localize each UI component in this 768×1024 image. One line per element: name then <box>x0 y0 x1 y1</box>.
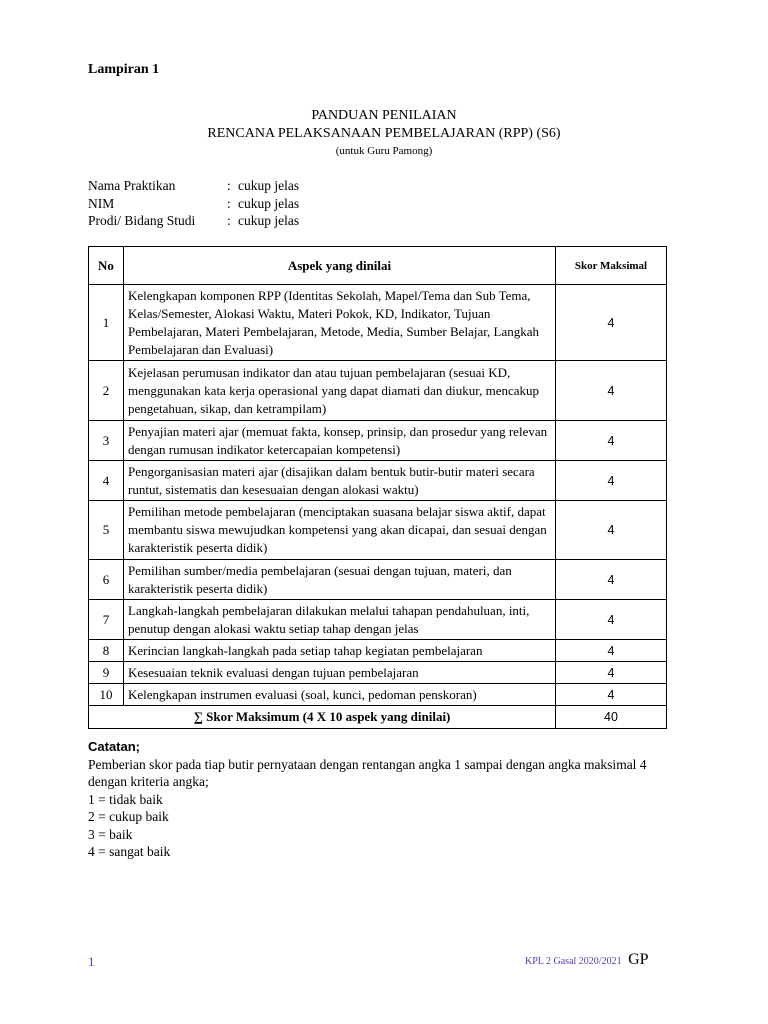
identity-value: cukup jelas <box>238 178 300 193</box>
identity-label: NIM <box>88 195 115 211</box>
row-aspek: Pemilihan metode pembelajaran (menciptakan suasana belajar siswa aktif, dapat membantu siswa mewujudkan kompetensi yang akan dicapai, dan sesuai dengan karakteristik peserta didik) <box>124 501 556 560</box>
document-audience: (untuk Guru Pamong) <box>335 145 433 157</box>
page-number: 1 <box>88 954 95 969</box>
row-aspek: Penyajian materi ajar (memuat fakta, konsep, prinsip, dan prosedur yang relevan dengan rumusan indikator ketercapaian kompetensi) <box>124 421 556 461</box>
row-aspek: Langkah-langkah pembelajaran dilakukan melalui tahapan pendahuluan, inti, penutup dengan alokasi waktu setiap tahap dengan jelas <box>124 600 556 640</box>
identity-row-nim <box>88 196 488 214</box>
row-skor: 4 <box>556 684 667 706</box>
identity-colon: : <box>227 213 231 228</box>
criteria-item: 1 = tidak baik <box>88 791 163 807</box>
row-number: 6 <box>89 560 124 600</box>
row-skor: 4 <box>556 560 667 600</box>
table-total-row <box>89 706 667 729</box>
identity-value: cukup jelas <box>238 195 300 211</box>
row-number: 10 <box>89 684 124 706</box>
row-skor: 4 <box>556 662 667 684</box>
criteria-item: 2 = cukup baik <box>88 809 169 824</box>
table-row <box>89 361 667 421</box>
identity-colon: : <box>227 178 231 193</box>
criteria-item: 3 = baik <box>88 826 133 842</box>
notes-body: Pemberian skor pada tiap butir pernyataan dengan rentangan angka 1 sampai dengan angka maksimal 4 dengan kriteria angka; <box>88 756 647 789</box>
table-row <box>89 421 667 461</box>
notes-heading: Catatan; <box>88 739 141 754</box>
identity-value: cukup jelas <box>238 213 300 228</box>
table-row <box>89 501 667 560</box>
identity-row-name <box>88 178 488 196</box>
table-header-row <box>89 247 667 285</box>
row-number: 3 <box>89 421 124 461</box>
header-no: No <box>89 247 124 285</box>
table-row <box>89 684 667 706</box>
identity-colon: : <box>227 195 231 211</box>
header-aspek: Aspek yang dinilai <box>124 247 556 285</box>
row-aspek: Kelengkapan instrumen evaluasi (soal, kunci, pedoman penskoran) <box>124 684 556 706</box>
total-label: ∑ Skor Maksimum (4 X 10 aspek yang dinilai) <box>89 706 556 729</box>
footer-mark: GP <box>628 951 649 968</box>
table-row <box>89 640 667 662</box>
row-skor: 4 <box>556 640 667 662</box>
total-value: 40 <box>556 706 667 729</box>
row-number: 7 <box>89 600 124 640</box>
identity-label: Nama Praktikan <box>88 178 176 193</box>
document-title: PANDUAN PENILAIAN <box>311 108 457 123</box>
row-number: 5 <box>89 501 124 560</box>
row-skor: 4 <box>556 501 667 560</box>
identity-block <box>88 178 488 231</box>
row-aspek: Kesesuaian teknik evaluasi dengan tujuan pembelajaran <box>124 662 556 684</box>
identity-label: Prodi/ Bidang Studi <box>88 213 196 228</box>
course-label: KPL 2 Gasal 2020/2021 <box>525 956 622 967</box>
row-skor: 4 <box>556 461 667 501</box>
table-row <box>89 560 667 600</box>
table-row <box>89 461 667 501</box>
row-number: 4 <box>89 461 124 501</box>
header-skor: Skor Maksimal <box>556 247 667 285</box>
document-subtitle: RENCANA PELAKSANAAN PEMBELAJARAN (RPP) (S6) <box>207 126 561 141</box>
table-row <box>89 600 667 640</box>
row-skor: 4 <box>556 285 667 361</box>
assessment-table <box>88 246 667 729</box>
row-aspek: Kerincian langkah-langkah pada setiap tahap kegiatan pembelajaran <box>124 640 556 662</box>
criteria-item: 4 = sangat baik <box>88 844 171 859</box>
row-skor: 4 <box>556 600 667 640</box>
row-aspek: Pengorganisasian materi ajar (disajikan dalam bentuk butir-butir materi secara runtut, sistematis dan kesesuaian dengan alokasi waktu) <box>124 461 556 501</box>
row-skor: 4 <box>556 361 667 421</box>
identity-row-prodi <box>88 213 488 231</box>
row-aspek: Kejelasan perumusan indikator dan atau tujuan pembelajaran (sesuai KD, menggunakan kata kerja operasional yang dapat diamati dan diukur, mencakup pengetahuan, sikap, dan ketrampilam) <box>124 361 556 421</box>
row-number: 9 <box>89 662 124 684</box>
row-number: 8 <box>89 640 124 662</box>
row-aspek: Pemilihan sumber/media pembelajaran (sesuai dengan tujuan, materi, dan karakteristik peserta didik) <box>124 560 556 600</box>
row-number: 2 <box>89 361 124 421</box>
table-row <box>89 662 667 684</box>
row-skor: 4 <box>556 421 667 461</box>
table-row <box>89 285 667 361</box>
row-aspek: Kelengkapan komponen RPP (Identitas Sekolah, Mapel/Tema dan Sub Tema, Kelas/Semester, Alokasi Waktu, Materi Pokok, KD, Indikator, Tujuan Pembelajaran, Materi Pembelajaran, Metode, Media, Sumber Belajar, Langkah Pembelajaran dan Evaluasi) <box>124 285 556 361</box>
footer-course <box>525 951 649 969</box>
appendix-label: Lampiran 1 <box>88 62 160 77</box>
notes-section <box>88 738 688 861</box>
row-number: 1 <box>89 285 124 361</box>
